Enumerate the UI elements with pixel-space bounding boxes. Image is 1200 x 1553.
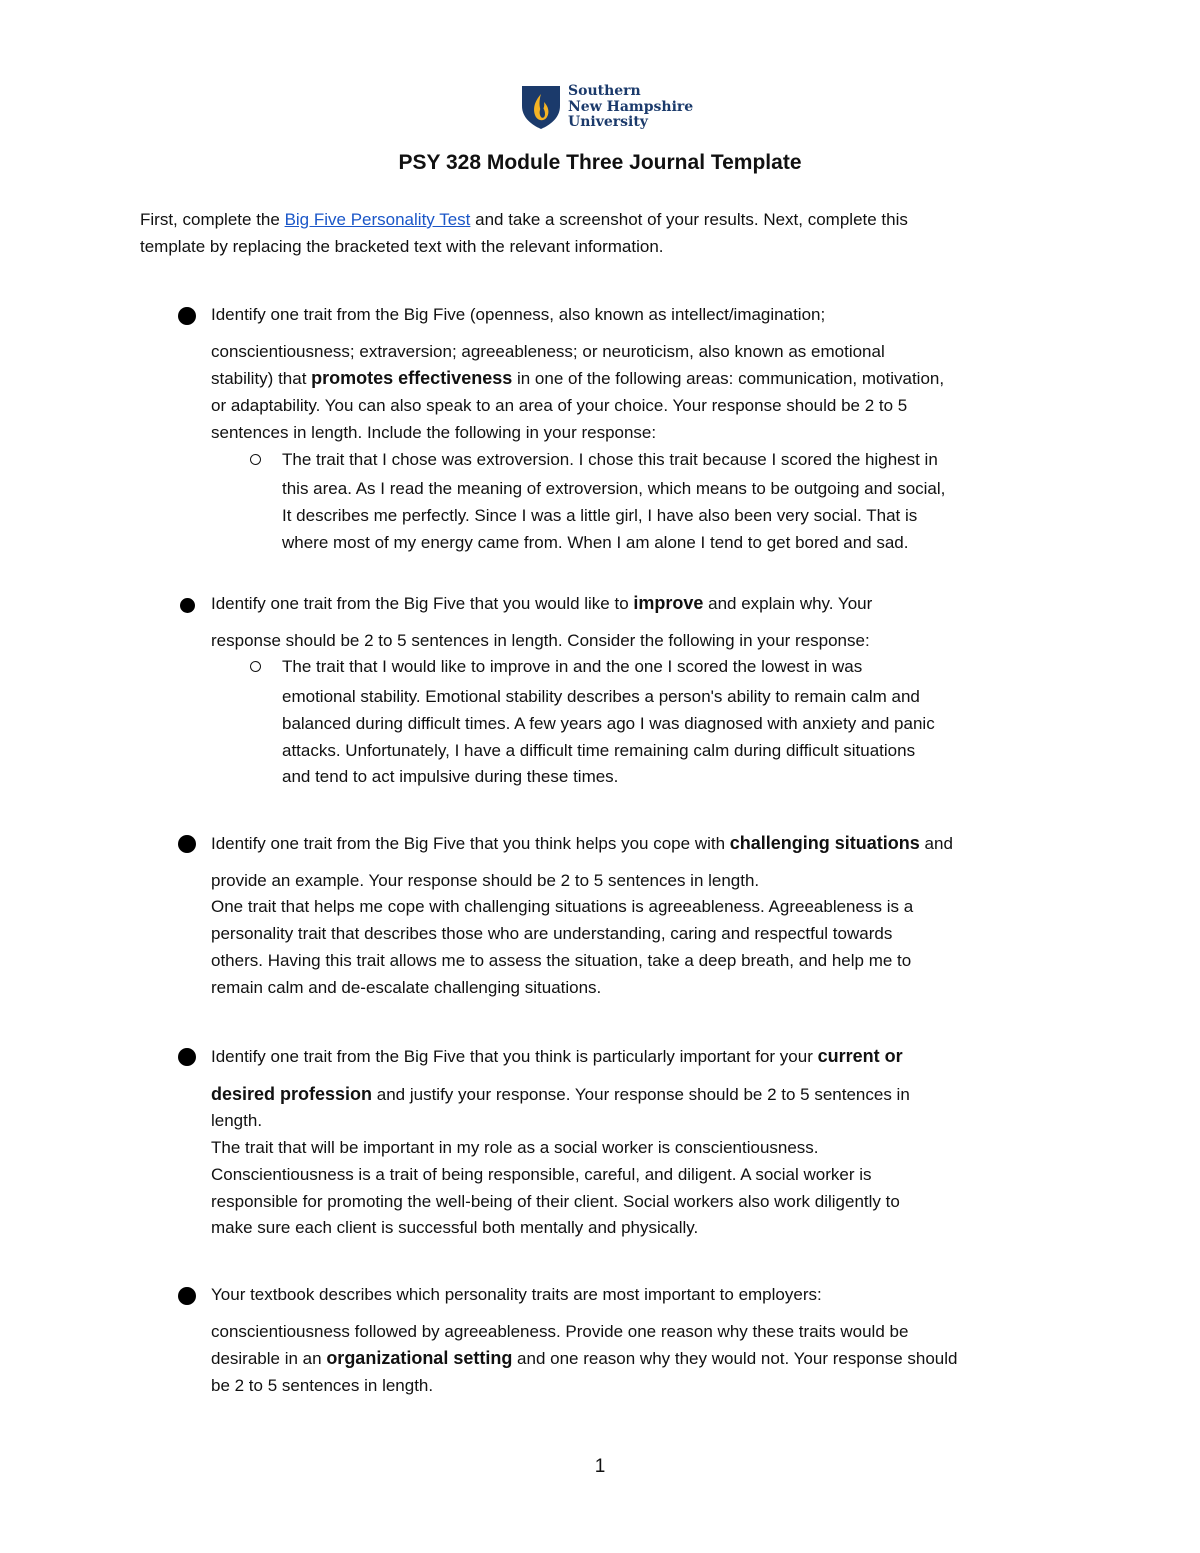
q5-line-3-start: desirable in an: [211, 1349, 327, 1369]
q4-line-1-start: Identify one trait from the Big Five that you think is particularly important for your: [211, 1047, 818, 1066]
q1-answer-line-4: where most of my energy came from. When I am alone I tend to get bored and sad.: [282, 532, 909, 552]
intro-text-end: and take a screenshot of your results. Next, complete this: [470, 210, 908, 229]
q2-emphasis: improve: [633, 593, 704, 613]
bullet-icon: [180, 598, 195, 613]
q3-line-1-start: Identify one trait from the Big Five that you think helps you cope with: [211, 834, 730, 853]
q4-answer-line-2: Conscientiousness is a trait of being responsible, careful, and diligent. A social worker is: [211, 1164, 872, 1184]
bullet-icon: [178, 1287, 196, 1305]
q2-line-2: response should be 2 to 5 sentences in length. Consider the following in your response:: [211, 630, 870, 650]
q5-line-2: conscientiousness followed by agreeableness. Provide one reason why these traits would be: [211, 1321, 909, 1341]
q4-emphasis-2: desired profession: [211, 1083, 373, 1104]
q4-line-2-end: and justify your response. Your response should be 2 to 5 sentences in: [372, 1084, 910, 1104]
q1-line-3-start: stability) that: [211, 369, 312, 389]
q4-answer-line-4: make sure each client is successful both mentally and physically.: [211, 1218, 699, 1238]
q3-answer-line-2: personality trait that describes those who are understanding, caring and respectful towards: [211, 924, 893, 944]
document-title: PSY 328 Module Three Journal Template: [398, 151, 802, 174]
bullet-icon: [178, 307, 196, 325]
logo-line-3: University: [568, 114, 648, 130]
q2-answer-line-3: balanced during difficult times. A few years ago I was diagnosed with anxiety and panic: [282, 713, 935, 733]
question-3: [211, 830, 1071, 1001]
q1-line-2: conscientiousness; extraversion; agreeableness; or neuroticism, also known as emotional: [211, 341, 885, 361]
q4-line-3: length.: [211, 1111, 263, 1131]
circle-bullet-icon: [250, 454, 261, 465]
q3-answer-line-1: One trait that helps me cope with challenging situations is agreeableness. Agreeableness is a: [211, 897, 914, 917]
q1-line-1: Identify one trait from the Big Five (openness, also known as intellect/imagination;: [211, 305, 826, 324]
snhu-shield-icon: [520, 84, 562, 130]
q3-line-1-end: and: [919, 834, 953, 853]
q4-answer-line-1: The trait that will be important in my role as a social worker is conscientiousness.: [211, 1138, 819, 1158]
intro-text-start: First, complete the: [140, 210, 285, 229]
bullet-icon: [178, 835, 196, 853]
bullet-icon: [178, 1048, 196, 1066]
q1-answer-line-2: this area. As I read the meaning of extroversion, which means to be outgoing and social,: [282, 479, 946, 499]
big-five-test-link[interactable]: Big Five Personality Test: [284, 210, 471, 229]
q5-line-1: Your textbook describes which personality traits are most important to employers:: [211, 1285, 822, 1304]
q2-answer: [211, 654, 1071, 791]
q3-emphasis: challenging situations: [729, 833, 920, 853]
q5-line-4: be 2 to 5 sentences in length.: [211, 1376, 434, 1396]
q4-emphasis-1: current or: [817, 1046, 903, 1066]
q1-answer-line-1: The trait that I chose was extroversion. I chose this trait because I scored the highest in: [282, 449, 938, 469]
circle-bullet-icon: [250, 661, 261, 672]
q5-emphasis: organizational setting: [326, 1348, 513, 1369]
q1-answer-line-3: It describes me perfectly. Since I was a little girl, I have also been very social. That is: [282, 505, 918, 525]
q2-line-1-end: and explain why. Your: [703, 594, 873, 613]
q3-line-2: provide an example. Your response should be 2 to 5 sentences in length.: [211, 870, 760, 890]
intro-line-2: template by replacing the bracketed text with the relevant information.: [140, 237, 664, 256]
q2-answer-line-2: emotional stability. Emotional stability describes a person's ability to remain calm and: [282, 687, 920, 707]
q4-answer-line-3: responsible for promoting the well-being of their client. Social workers also work diligently to: [211, 1191, 900, 1211]
q1-line-5: sentences in length. Include the following in your response:: [211, 422, 657, 442]
question-5: [211, 1282, 1071, 1400]
q2-answer-line-1: The trait that I would like to improve in and the one I scored the lowest in was: [282, 657, 863, 677]
logo-wordmark: [568, 84, 693, 131]
q5-line-3-end: and one reason why they would not. Your response should: [512, 1349, 958, 1369]
q1-emphasis: promotes effectiveness: [311, 368, 513, 389]
question-1: [211, 302, 1071, 556]
question-4: [211, 1043, 1071, 1242]
question-2: [211, 590, 1071, 791]
q1-line-3-end: in one of the following areas: communication, motivation,: [512, 369, 945, 389]
intro-paragraph: [140, 206, 1060, 260]
snhu-logo: [520, 84, 693, 131]
q1-answer: [211, 447, 1071, 557]
q2-line-1-start: Identify one trait from the Big Five that you would like to: [211, 594, 634, 613]
q2-answer-line-5: and tend to act impulsive during these times.: [282, 767, 619, 787]
q1-line-4: or adaptability. You can also speak to an area of your choice. Your response should be 2 to 5: [211, 396, 908, 416]
page-number: 1: [594, 1456, 606, 1477]
q2-answer-line-4: attacks. Unfortunately, I have a difficult time remaining calm during difficult situations: [282, 740, 916, 760]
q3-answer-line-4: remain calm and de-escalate challenging situations.: [211, 977, 602, 997]
logo-line-2: New Hampshire: [568, 98, 694, 115]
q3-answer-line-3: others. Having this trait allows me to assess the situation, take a deep breath, and help me to: [211, 950, 912, 970]
logo-line-1: Southern: [568, 83, 641, 99]
